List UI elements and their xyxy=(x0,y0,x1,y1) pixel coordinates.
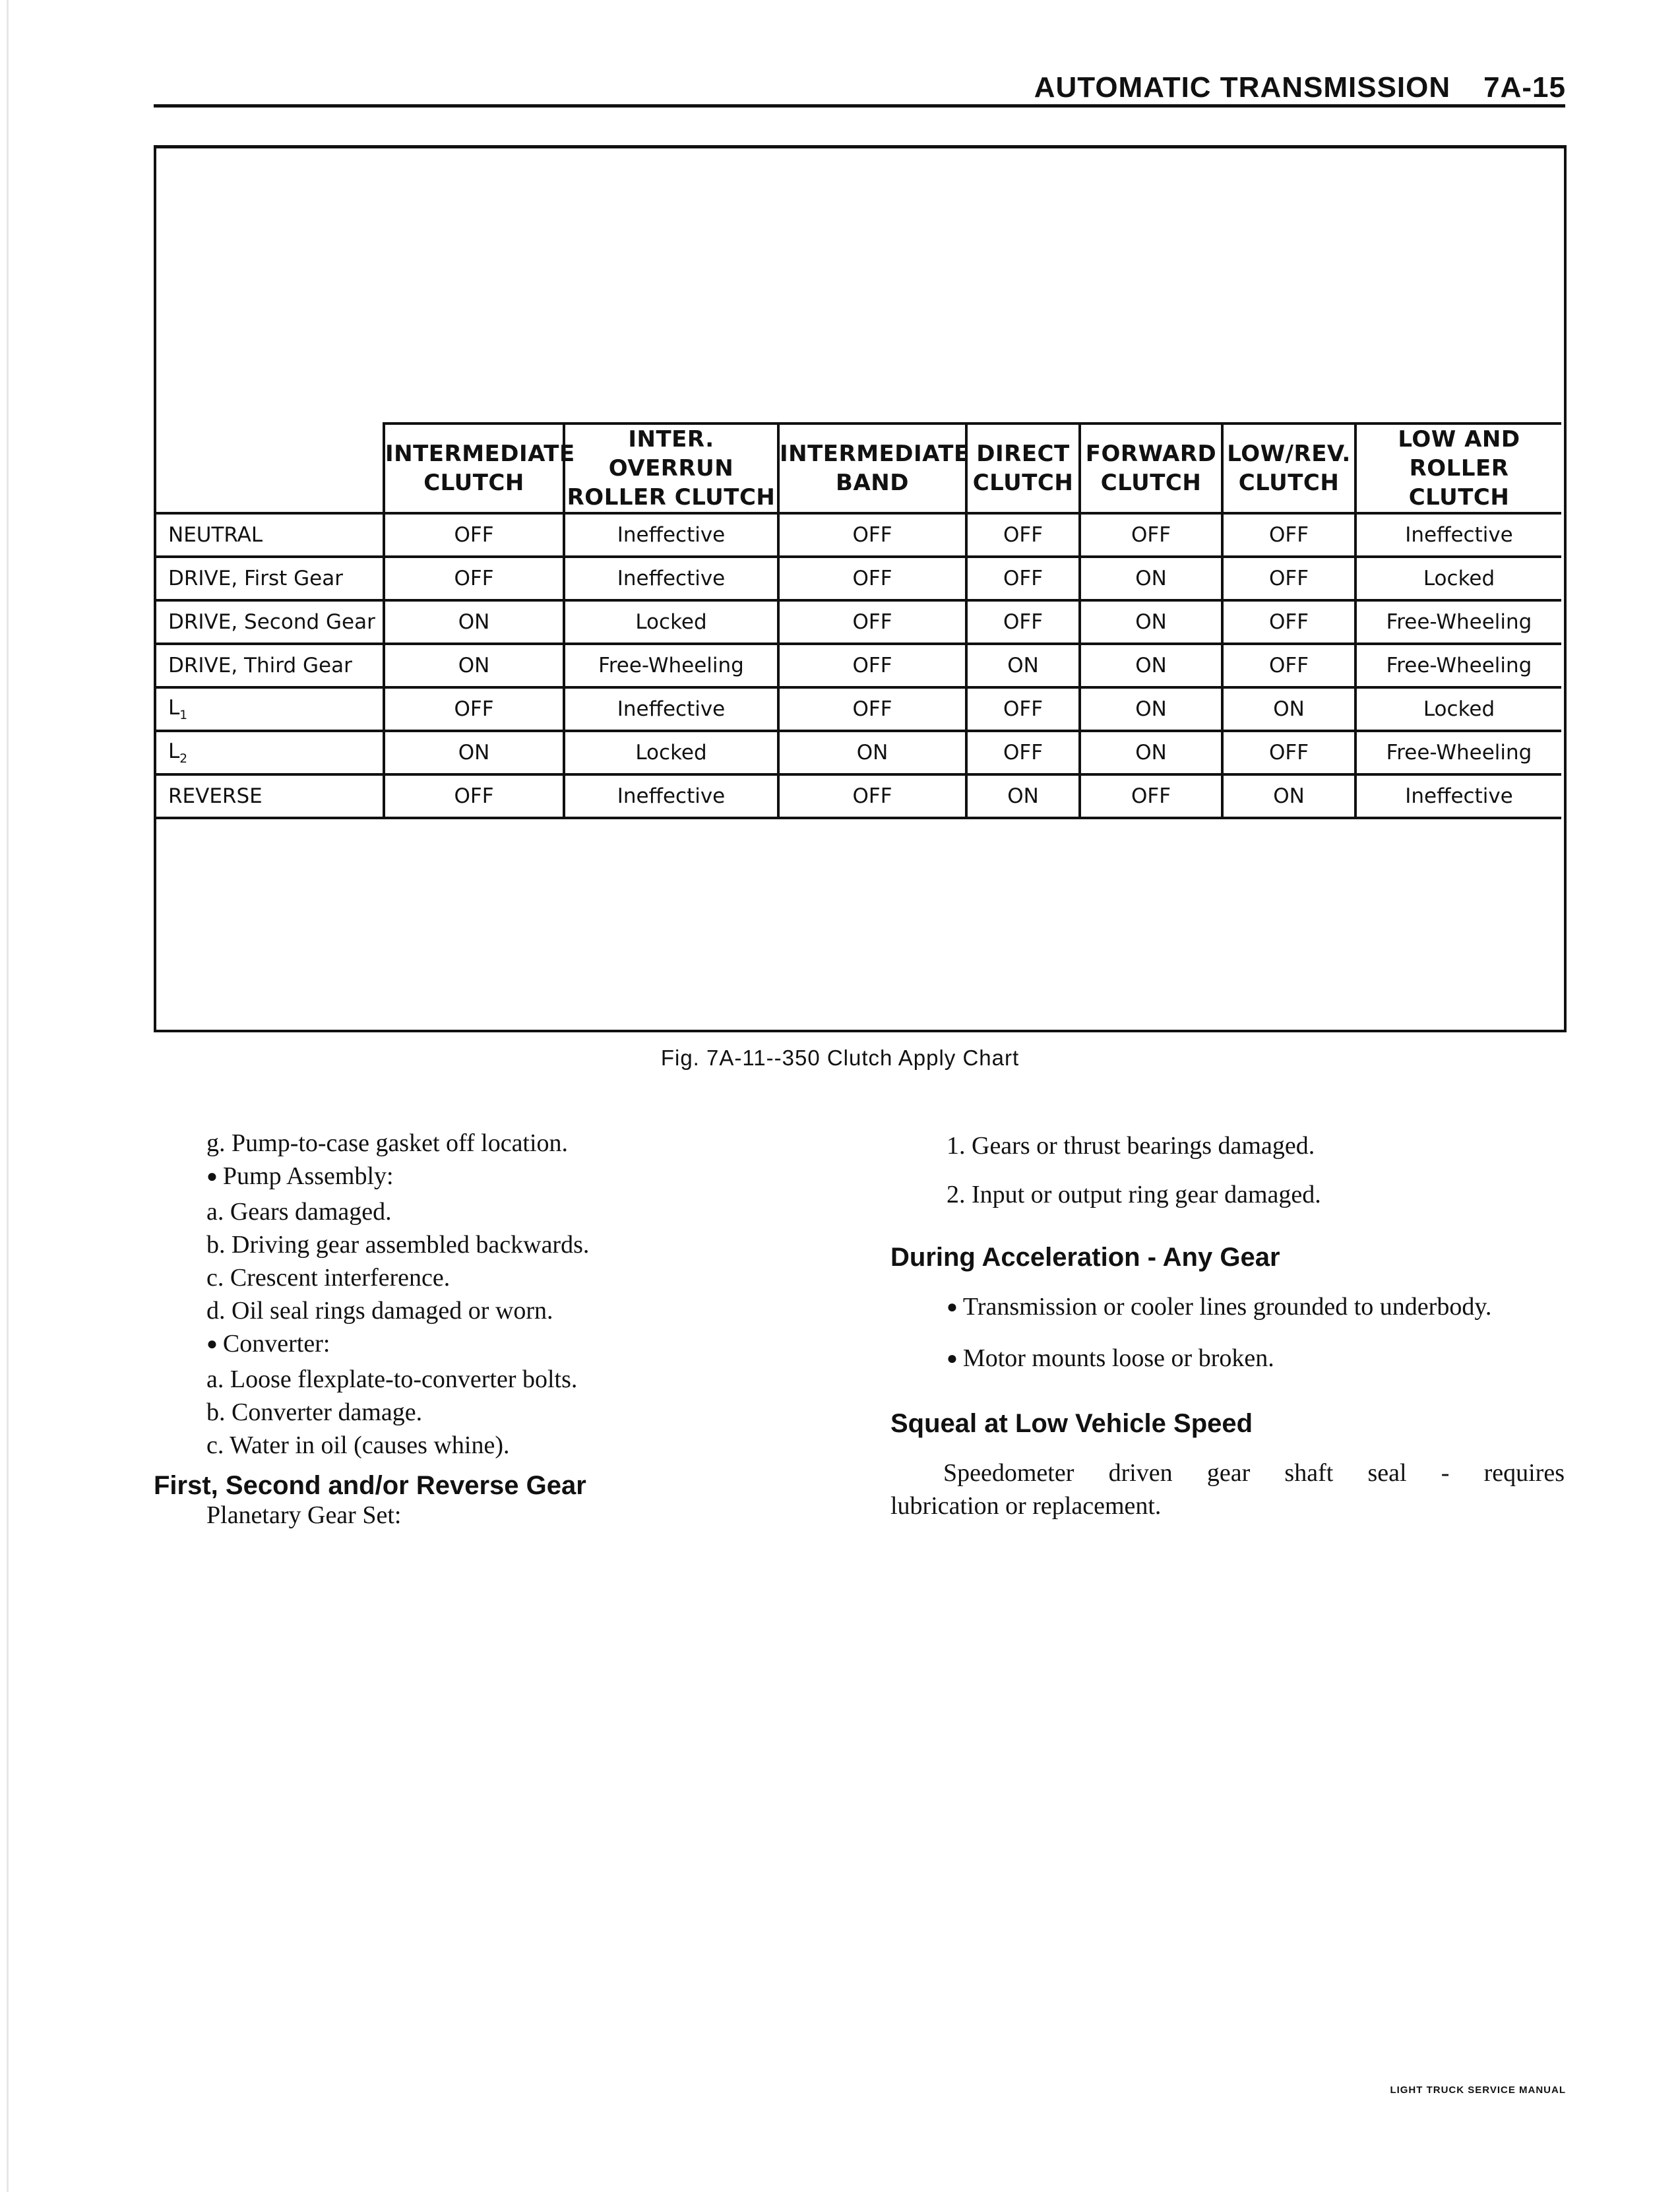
list-item: b. Driving gear assembled backwards. xyxy=(206,1231,590,1259)
table-row xyxy=(156,687,1561,731)
left-column xyxy=(154,1127,813,1532)
table-cell: Free-Wheeling xyxy=(1355,600,1561,644)
table-row xyxy=(156,513,1561,557)
table-cell: OFF xyxy=(384,557,564,600)
subsection-text: Planetary Gear Set: xyxy=(206,1501,402,1529)
table-row xyxy=(156,600,1561,644)
list-item: c. Crescent interference. xyxy=(206,1264,451,1292)
paragraph-line: Speedometer driven gear shaft seal - requires xyxy=(943,1459,1565,1487)
table-cell: OFF xyxy=(966,600,1080,644)
table-cell: ON xyxy=(1222,774,1355,818)
list-item: a. Loose flexplate-to-converter bolts. xyxy=(206,1365,578,1393)
table-cell: ON xyxy=(1222,687,1355,731)
table-cell: ON xyxy=(1080,644,1222,687)
table-cell: Ineffective xyxy=(564,557,778,600)
table-cell: Free-Wheeling xyxy=(1355,644,1561,687)
paragraph xyxy=(890,1456,1565,1522)
table-cell: Ineffective xyxy=(564,687,778,731)
table-cell: Locked xyxy=(564,731,778,774)
table-cell: Ineffective xyxy=(1355,774,1561,818)
footer-manual-name: LIGHT TRUCK SERVICE MANUAL xyxy=(1390,2084,1566,2096)
table-row xyxy=(156,731,1561,774)
header-blank-cell xyxy=(156,423,384,513)
table-cell: ON xyxy=(966,774,1080,818)
paragraph-line: lubrication or replacement. xyxy=(890,1492,1162,1520)
row-label: DRIVE, Third Gear xyxy=(156,644,384,687)
table-cell: ON xyxy=(384,644,564,687)
table-cell: ON xyxy=(1080,600,1222,644)
table-header-row xyxy=(156,423,1561,513)
table-cell: OFF xyxy=(384,687,564,731)
row-label: NEUTRAL xyxy=(156,513,384,557)
col-header-inter-overrun-roller-clutch: INTER. OVERRUN ROLLER CLUTCH xyxy=(564,423,778,513)
header-rule xyxy=(154,104,1565,108)
table-cell: Locked xyxy=(1355,557,1561,600)
row-label: DRIVE, Second Gear xyxy=(156,600,384,644)
page-number: 7A-15 xyxy=(1483,71,1566,104)
table-cell: ON xyxy=(966,644,1080,687)
table-cell: Free-Wheeling xyxy=(1355,731,1561,774)
table-cell: OFF xyxy=(1222,557,1355,600)
figure-caption: Fig. 7A-11--350 Clutch Apply Chart xyxy=(660,1046,1020,1070)
table-cell: Ineffective xyxy=(1355,513,1561,557)
table-cell: OFF xyxy=(1080,774,1222,818)
list-item: d. Oil seal rings damaged or worn. xyxy=(206,1297,553,1325)
running-head xyxy=(1034,71,1566,104)
table-cell: ON xyxy=(1080,731,1222,774)
row-label: REVERSE xyxy=(156,774,384,818)
table-cell: OFF xyxy=(966,687,1080,731)
table-row xyxy=(156,644,1561,687)
table-cell: Locked xyxy=(564,600,778,644)
table-cell: OFF xyxy=(778,557,966,600)
list-item: b. Converter damage. xyxy=(206,1398,423,1426)
table-cell: ON xyxy=(1080,687,1222,731)
table-cell: Ineffective xyxy=(564,774,778,818)
section-title: AUTOMATIC TRANSMISSION xyxy=(1034,71,1451,104)
table-cell: OFF xyxy=(1080,513,1222,557)
table-cell: Free-Wheeling xyxy=(564,644,778,687)
table-cell: OFF xyxy=(778,600,966,644)
col-header-low-rev-clutch: LOW/REV. CLUTCH xyxy=(1222,423,1355,513)
table-cell: OFF xyxy=(778,513,966,557)
col-header-direct-clutch: DIRECT CLUTCH xyxy=(966,423,1080,513)
list-item: g. Pump-to-case gasket off location. xyxy=(206,1129,569,1157)
table-row xyxy=(156,557,1561,600)
page-edge xyxy=(7,0,9,2192)
col-header-low-and-roller-clutch: LOW AND ROLLER CLUTCH xyxy=(1355,423,1561,513)
bullet-item: ● Pump Assembly: xyxy=(154,1160,813,1195)
row-label: $L_2$ xyxy=(156,731,384,774)
table-cell: OFF xyxy=(1222,513,1355,557)
list-item: c. Water in oil (causes whine). xyxy=(206,1431,510,1459)
col-header-intermediate-clutch: INTERMEDIATE CLUTCH xyxy=(384,423,564,513)
table-cell: Ineffective xyxy=(564,513,778,557)
section-heading: First, Second and/or Reverse Gear xyxy=(154,1471,586,1500)
col-header-forward-clutch: FORWARD CLUTCH xyxy=(1080,423,1222,513)
bullet-item: ● Motor mounts loose or broken. xyxy=(890,1342,1565,1377)
table-cell: OFF xyxy=(966,513,1080,557)
table-cell: OFF xyxy=(1222,731,1355,774)
list-item: 1. Gears or thrust bearings damaged. xyxy=(947,1132,1315,1160)
bullet-item: ● Converter: xyxy=(154,1327,813,1363)
table-cell: OFF xyxy=(1222,600,1355,644)
table-row xyxy=(156,774,1561,818)
section-heading: During Acceleration - Any Gear xyxy=(890,1243,1280,1272)
table-cell: OFF xyxy=(778,774,966,818)
row-label: $L_1$ xyxy=(156,687,384,731)
table-cell: ON xyxy=(1080,557,1222,600)
bullet-item: ● Transmission or cooler lines grounded to underbody. xyxy=(890,1290,1565,1326)
list-item: a. Gears damaged. xyxy=(206,1198,392,1226)
clutch-apply-table xyxy=(156,422,1561,819)
table-cell: OFF xyxy=(966,731,1080,774)
table-cell: OFF xyxy=(778,644,966,687)
table-cell: OFF xyxy=(384,774,564,818)
table-cell: Locked xyxy=(1355,687,1561,731)
table-cell: ON xyxy=(778,731,966,774)
list-item: 2. Input or output ring gear damaged. xyxy=(947,1181,1321,1208)
table-cell: OFF xyxy=(778,687,966,731)
right-column xyxy=(890,1129,1565,1522)
table-cell: ON xyxy=(384,731,564,774)
table-cell: OFF xyxy=(1222,644,1355,687)
section-heading: Squeal at Low Vehicle Speed xyxy=(890,1409,1253,1438)
table-cell: OFF xyxy=(384,513,564,557)
col-header-intermediate-band: INTERMEDIATE BAND xyxy=(778,423,966,513)
table-cell: OFF xyxy=(966,557,1080,600)
row-label: DRIVE, First Gear xyxy=(156,557,384,600)
table-cell: ON xyxy=(384,600,564,644)
